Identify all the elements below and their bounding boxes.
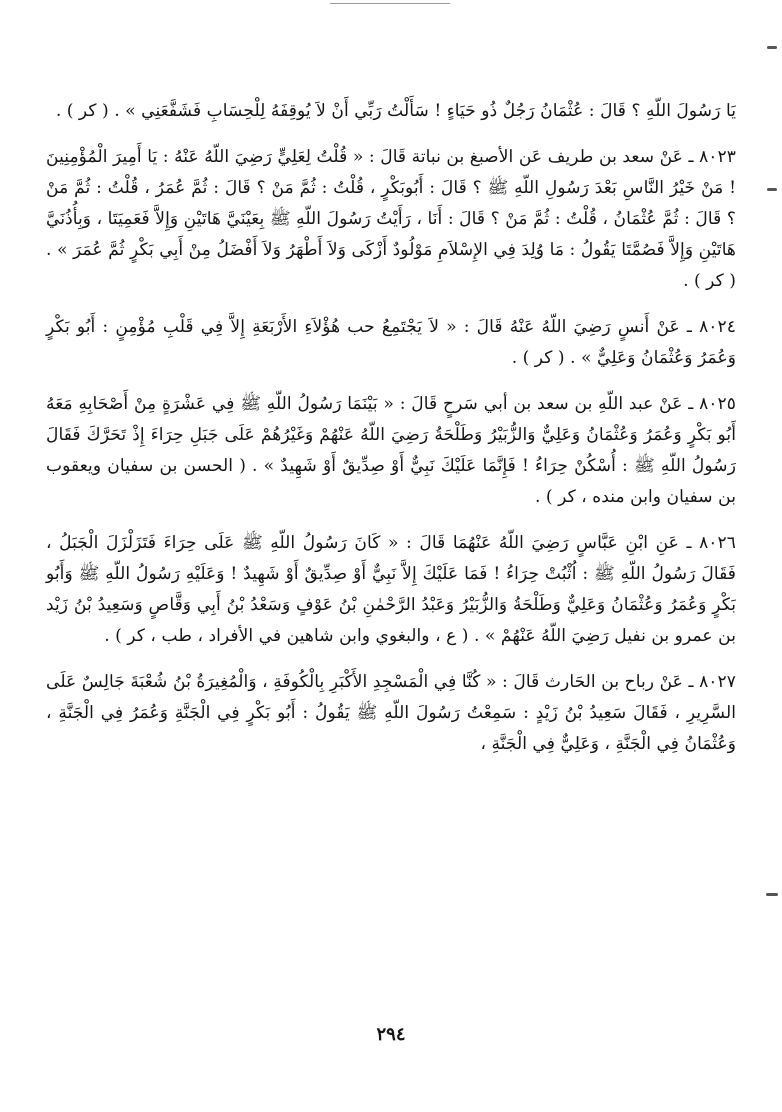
hadith-8027: ٨٠٢٧ ـ عَنْ رباح بن الحَارث قَالَ : « كُنَّا فِي الْمَسْجِدِ الأَكْبَرِ بِالْكُوفَةِ ، وَالْمُغِيرَةُ بْنُ شُعْبَةَ جَالِسٌ عَلَى السَّرِيرِ ، فَقَالَ سَعِيدُ بْنُ زَيْدٍ : سَمِعْتُ رَسُولَ اللّهِ ﷺ يَقُولُ : أَبُو بَكْرٍ فِي الْجَنَّةِ وَعُمَرُ فِي الْجَنَّةِ ، وَعُثْمَانُ فِي الْجَنَّةِ ، وَعَلِيٌّ فِي الْجَنَّةِ ، — [46, 672, 736, 754]
margin-mark — [767, 188, 777, 191]
body-text — [46, 96, 736, 760]
margin-mark — [767, 46, 777, 49]
page-number: ٢٩٤ — [376, 1024, 406, 1045]
hadith-8024: ٨٠٢٤ ـ عَنْ أَنسٍ رَضِيَ اللّهُ عَنْهُ قَالَ : « لاَ يَجْتَمِعُ حب هُؤْلاَءِ الأَرْبَعَةِ إِلاَّ فِي قَلْبِ مُؤْمِنٍ : أَبُو بَكْرٍ وَعُمَرُ وَعُثْمَانُ وَعَلِيٌّ » . ( كر ) . — [46, 317, 736, 368]
paragraph-continuation: يَا رَسُولَ اللّهِ ؟ قَالَ : عُثْمَانُ رَجُلٌ ذُو حَيَاءٍ ! سَأَلْتُ رَبِّي أَنْ لاَ يُوقِفَهُ لِلْحِسَابِ فَشَفَّعَنِي » . ( كر ) . — [55, 101, 736, 121]
margin-mark — [766, 893, 778, 896]
hadith-8023: ٨٠٢٣ ـ عَنْ سعد بن طريف عَن الأصبغ بن نباتة قَالَ : « قُلْتُ لِعَلِيٍّ رَضِيَ اللّهُ عَنْهُ : يَا أَمِيرَ الْمُؤْمِنِينَ ! مَنْ خَيْرُ النَّاسِ بَعْدَ رَسُولِ اللّهِ ﷺ ؟ قَالَ : أَبُوبَكْرٍ ، قُلْتُ : ثُمَّ مَنْ ؟ قَالَ : ثُمَّ عُمَرُ ، قُلْتُ : ثُمَّ مَنْ ؟ قَالَ : ثُمَّ عُثْمَانُ ، قُلْتُ : ثُمَّ مَنْ ؟ قَالَ : أَنَا ، رَأَيْتُ رَسُولَ اللّهِ ﷺ بِعَيْنَيَّ هَاتَيْنِ وَإِلاَّ فَعَمِيَتَا ، وَبِأُذُنَيَّ هَاتَيْنِ وَإِلاَّ فَصُمَّتَا يَقُولُ : مَا وُلِدَ فِي الإِسْلاَمِ مَوْلُودٌ أَزْكَى وَلاَ أَطْهَرُ وَلاَ أَفْضَلُ مِنْ أَبِي بَكْرٍ ثُمَّ عُمَرَ » . ( كر ) . — [46, 147, 736, 291]
top-rule — [330, 3, 450, 4]
hadith-8026: ٨٠٢٦ ـ عَنِ ابْنِ عَبَّاسٍ رَضِيَ اللّهُ عَنْهُمَا قَالَ : « كَانَ رَسُولُ اللّهِ ﷺ عَلَى حِرَاءَ فَتَزَلْزَلَ الْجَبَلُ ، فَقَالَ رَسُولُ اللّهِ ﷺ : اُثْبُتْ حِرَاءُ ! فَمَا عَلَيْكَ إِلاَّ نَبِيٌّ أَوْ صِدِّيقٌ أَوْ شَهِيدٌ ! وَعَلَيْهِ رَسُولُ اللّهِ ﷺ وَأَبُو بَكْرٍ وَعُمَرُ وَعُثْمَانُ وَعَلِيٌّ وَطَلْحَةُ وَالزُّبَيْرُ وَعَبْدُ الرَّحْمٰنِ بْنُ عَوْفٍ وَسَعْدُ بْنُ أَبِي وَقَّاصٍ وَسَعِيدُ بْنُ زَيْد بن عمرو بن نفيل رَضِيَ اللّهُ عَنْهُمْ » . ( ع ، والبغوي وابن شاهين في الأفراد ، طب ، كر ) . — [46, 533, 737, 646]
hadith-8025: ٨٠٢٥ ـ عَنْ عبد اللّهِ بن سعد بن أبي سَرحٍ قَالَ : « بَيْنَمَا رَسُولُ اللّهِ ﷺ فِي عَشْرَةٍ مِنْ أَصْحَابِهِ مَعَهُ أَبُو بَكْرٍ وَعُمَرُ وَعُثْمَانُ وَعَلِيٌّ وَالزُّبَيْرُ وَطَلْحَةُ رَضِيَ اللّهُ عَنْهُمْ وَغَيْرُهُمْ عَلَى جَبَلِ حِرَاءَ إِذْ تَحَرَّكَ فَقَالَ رَسُولُ اللّهِ ﷺ : أُسْكُنْ حِرَاءُ ! فَإِنَّمَا عَلَيْكَ نَبِيٌّ أَوْ صِدِّيقٌ أَوْ شَهِيدٌ » . ( الحسن بن سفيان ويعقوب بن سفيان وابن منده ، كر ) . — [46, 394, 736, 507]
